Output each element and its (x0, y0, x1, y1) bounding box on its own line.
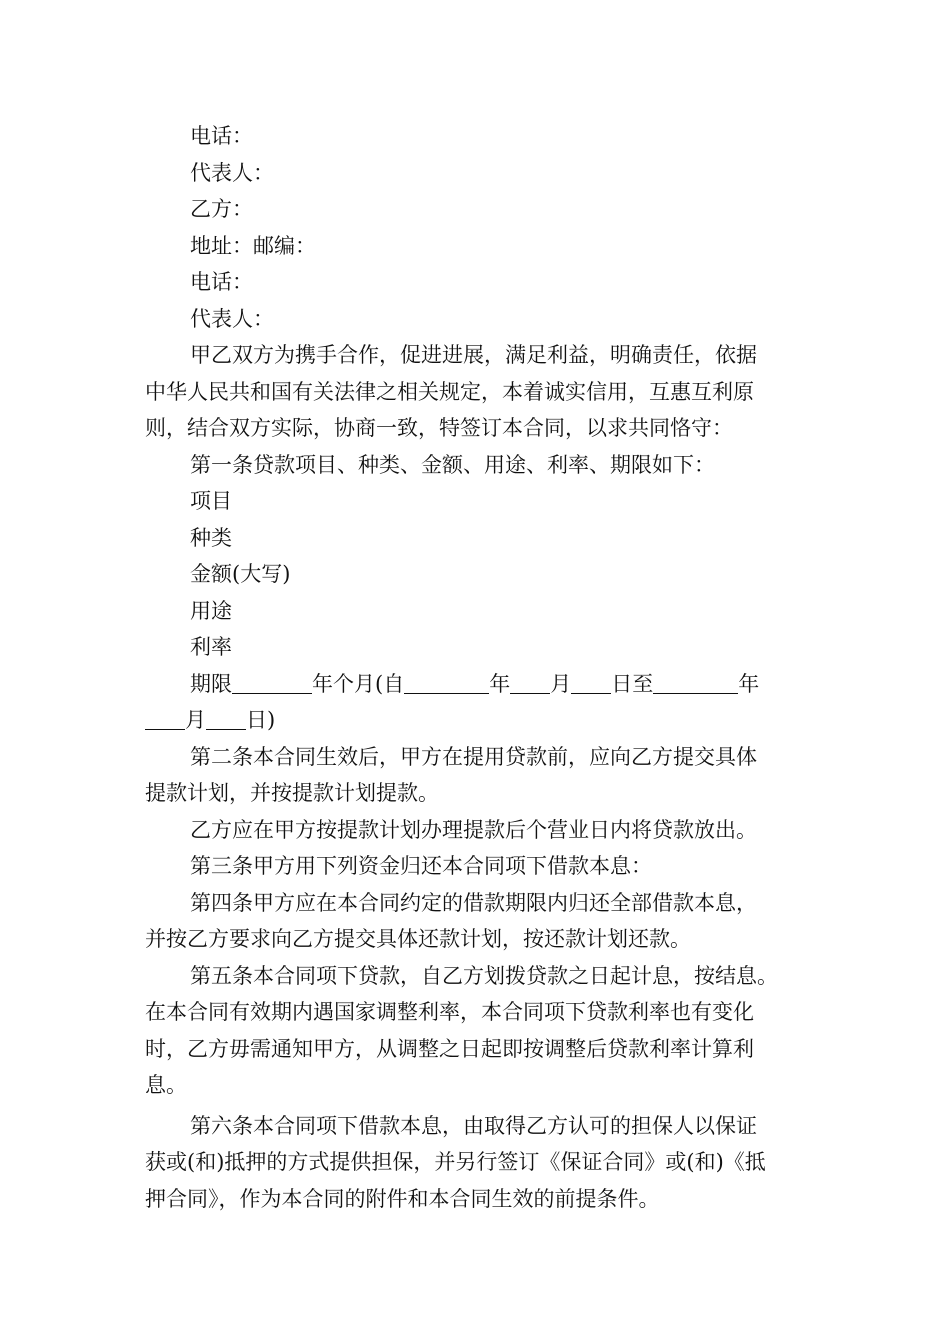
party-a-representative: 代表人： (190, 160, 274, 185)
article-5-line-3: 时，乙方毋需通知甲方，从调整之日起即按调整后贷款利率计算利 (145, 1036, 754, 1061)
party-b-phone: 电话： (190, 270, 253, 294)
item-amount: 金额(大写) (190, 562, 291, 586)
party-b-representative: 代表人： (190, 306, 274, 331)
party-a-phone: 电话： (190, 124, 253, 148)
term-text: 月 (550, 671, 572, 696)
article-2-line-3: 乙方应在甲方按提款计划办理提款后个营业日内将贷款放出。 (190, 817, 757, 842)
preamble-line-2: 中华人民共和国有关法律之相关规定，本着诚实信用，互惠互利原 (145, 379, 754, 404)
blank-field (206, 709, 246, 730)
article-4-line-2: 并按乙方要求向乙方提交具体还款计划，按还款计划还款。 (145, 927, 691, 951)
article-4-line-1: 第四条甲方应在本合同约定的借款期限内归还全部借款本息， (190, 890, 757, 915)
contract-body (145, 118, 810, 1217)
article-3: 第三条甲方用下列资金归还本合同项下借款本息： (190, 854, 652, 878)
article-2-line-1: 第二条本合同生效后，甲方在提用贷款前，应向乙方提交具体 (190, 744, 757, 769)
item-project: 项目 (190, 489, 232, 513)
item-rate: 利率 (190, 635, 232, 659)
blank-field (404, 673, 489, 694)
article-6-line-1: 第六条本合同项下借款本息，由取得乙方认可的担保人以保证 (190, 1113, 757, 1138)
article-6-line-3: 押合同》，作为本合同的附件和本合同生效的前提条件。 (145, 1186, 660, 1211)
party-b-address: 地址：邮编： (190, 233, 316, 258)
term-text: 日) (246, 708, 276, 732)
article-5-line-4: 息。 (145, 1073, 187, 1097)
term-text: 年 (738, 671, 760, 696)
blank-field (571, 673, 611, 694)
item-term-cont (145, 702, 810, 739)
blank-field (145, 709, 185, 730)
blank-field (232, 673, 312, 694)
preamble-line-1: 甲乙双方为携手合作，促进进展，满足利益，明确责任，依据 (190, 343, 757, 367)
term-text: 月 (185, 708, 206, 732)
term-text: 年 (489, 671, 511, 696)
item-purpose: 用途 (190, 598, 232, 623)
blank-field (510, 673, 550, 694)
item-type: 种类 (190, 525, 232, 550)
article-5-line-1: 第五条本合同项下贷款，自乙方划拨贷款之日起计息，按结息。 (190, 963, 778, 988)
article-1: 第一条贷款项目、种类、金额、用途、利率、期限如下： (190, 452, 715, 477)
article-2-line-2: 提款计划，并按提款计划提款。 (145, 781, 439, 805)
article-5-line-2: 在本合同有效期内遇国家调整利率，本合同项下贷款利率也有变化 (145, 1000, 754, 1024)
item-term (145, 666, 810, 703)
party-b-label: 乙方： (190, 197, 253, 221)
preamble-line-3: 则，结合双方实际，协商一致，特签订本合同，以求共同恪守： (145, 416, 733, 440)
term-label: 期限 (190, 671, 232, 696)
term-text: 年个月(自 (312, 671, 405, 696)
term-text: 日至 (611, 671, 654, 696)
blank-field (653, 673, 738, 694)
article-6-line-2: 获或(和)抵押的方式提供担保，并另行签订《保证合同》或(和)《抵 (145, 1150, 766, 1174)
